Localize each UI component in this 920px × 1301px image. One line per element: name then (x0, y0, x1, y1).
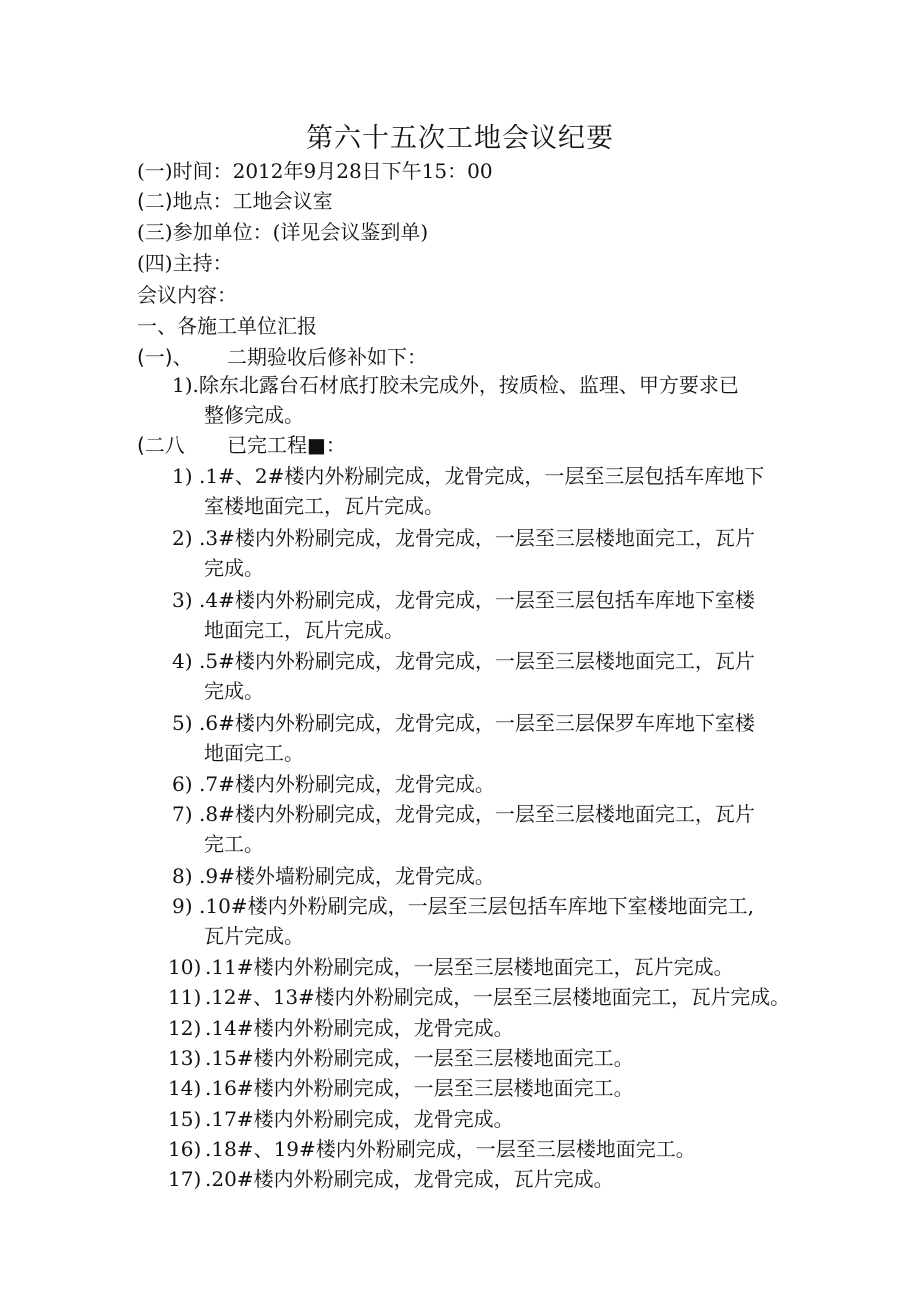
list-item-line: .14#楼内外粉刷完成，龙骨完成。 (205, 1016, 514, 1040)
list-item-line: 完成。 (204, 556, 264, 580)
list-item-line: .9#楼外墙粉刷完成，龙骨完成。 (199, 864, 495, 888)
list-item-line: .20#楼内外粉刷完成，龙骨完成，瓦片完成。 (205, 1167, 614, 1191)
list-item-number: 12) (168, 1016, 202, 1040)
list-item-number: 17) (168, 1167, 202, 1191)
list-item-number: 5) (172, 711, 193, 735)
list-item-number: 1) (172, 464, 193, 488)
list-item-line: .15#楼内外粉刷完成，一层至三层楼地面完工。 (205, 1046, 634, 1070)
list-item-line: .1#、2#楼内外粉刷完成，龙骨完成，一层至三层包括车库地下 (199, 464, 765, 488)
list-item-line: 完工。 (204, 832, 264, 856)
list-item-number: 14) (168, 1076, 202, 1100)
subsection-label: 二期验收后修补如下： (227, 345, 427, 369)
list-item-line: 1).除东北露台石材底打胶未完成外，按质检、监理、甲方要求已 (172, 373, 739, 397)
list-item-line: .11#楼内外粉刷完成，一层至三层楼地面完工，瓦片完成。 (205, 955, 734, 979)
list-item-line: .7#楼内外粉刷完成，龙骨完成。 (199, 772, 495, 796)
subsection-number: (二八 (137, 433, 185, 457)
list-item-line: .16#楼内外粉刷完成，一层至三层楼地面完工。 (205, 1076, 634, 1100)
list-item-number: 3) (172, 588, 193, 612)
list-item-number: 2) (172, 526, 193, 550)
list-item-number: 15) (168, 1107, 202, 1131)
list-item-number: 4) (172, 649, 193, 673)
document-title: 第六十五次工地会议纪要 (306, 123, 614, 154)
list-item-line: .12#、13#楼内外粉刷完成，一层至三层楼地面完工，瓦片完成。 (205, 985, 790, 1009)
list-item-line: .3#楼内外粉刷完成，龙骨完成，一层至三层楼地面完工，瓦片 (199, 526, 755, 550)
list-item-number: 8) (172, 864, 193, 888)
list-item-line: 整修完成。 (204, 403, 304, 427)
list-item-line: .6#楼内外粉刷完成，龙骨完成，一层至三层保罗车库地下室楼 (199, 711, 755, 735)
list-item-number: 13) (168, 1046, 202, 1070)
list-item-line: .18#、19#楼内外粉刷完成，一层至三层楼地面完工。 (205, 1137, 696, 1161)
list-item-line: .17#楼内外粉刷完成，龙骨完成。 (205, 1107, 514, 1131)
list-item-number: 16) (168, 1137, 202, 1161)
subsection-number: (一)、 (137, 345, 193, 369)
list-item-line: 完成。 (204, 679, 264, 703)
list-item-line: 地面完工，瓦片完成。 (204, 618, 404, 642)
meeting-place: (二)地点：工地会议室 (137, 189, 333, 213)
list-item-number: 9) (172, 894, 193, 918)
list-item-line: 地面完工。 (204, 741, 304, 765)
section-heading: 一、各施工单位汇报 (137, 314, 317, 338)
list-item-line: .5#楼内外粉刷完成，龙骨完成，一层至三层楼地面完工，瓦片 (199, 649, 755, 673)
content-heading: 会议内容： (137, 283, 237, 307)
list-item-number: 10) (168, 955, 202, 979)
list-item-line: 室楼地面完工，瓦片完成。 (204, 494, 444, 518)
meeting-time: (一)时间：2012年9月28日下午15：00 (137, 159, 493, 183)
list-item-line: 瓦片完成。 (204, 924, 304, 948)
meeting-host: (四)主持： (137, 251, 233, 275)
subsection-label: 已完工程■： (227, 433, 346, 457)
list-item-line: .4#楼内外粉刷完成，龙骨完成，一层至三层包括车库地下室楼 (199, 588, 755, 612)
list-item-number: 7) (172, 802, 193, 826)
list-item-line: .10#楼内外粉刷完成，一层至三层包括车库地下室楼地面完工, (199, 894, 754, 918)
list-item-number: 6) (172, 772, 193, 796)
list-item-number: 11) (168, 985, 202, 1009)
list-item-line: .8#楼内外粉刷完成，龙骨完成，一层至三层楼地面完工，瓦片 (199, 802, 755, 826)
meeting-attendees: (三)参加单位：(详见会议鉴到单) (137, 220, 429, 244)
